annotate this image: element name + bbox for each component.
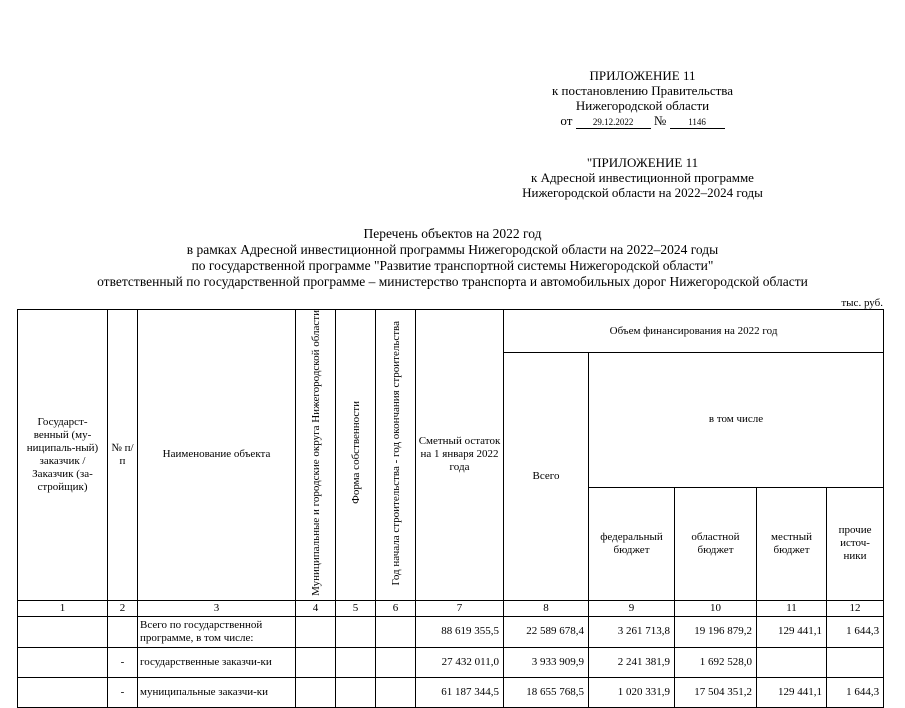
col-number: 3	[138, 600, 296, 616]
header-regional: областной бюджет	[675, 487, 757, 600]
table-row	[18, 677, 884, 707]
col-number: 2	[108, 600, 138, 616]
col-number: 5	[336, 600, 376, 616]
title-line: в рамках Адресной инвестиционной программы Нижегородской области на 2022–2024 годы	[186, 242, 719, 257]
cell-ownership	[336, 616, 376, 647]
header-num: № п/п	[108, 310, 138, 601]
header-ownership-cell	[336, 310, 376, 601]
cell-regional: 1 692 528,0	[675, 647, 757, 677]
header-years: Год начала строительства - год окончания строительства	[389, 320, 402, 586]
program-appendix-line: к Адресной инвестиционной программе	[531, 170, 754, 185]
col-number: 1	[18, 600, 108, 616]
units-label: тыс. руб.	[841, 297, 883, 309]
header-total: Всего	[504, 353, 589, 601]
title-line: ответственный по государственной программе – министерство транспорта и автомобильных дорог Нижегородской области	[97, 274, 808, 289]
col-number: 11	[757, 600, 827, 616]
col-number: 12	[827, 600, 884, 616]
cell-balance: 88 619 355,5	[416, 616, 504, 647]
col-number: 6	[376, 600, 416, 616]
cell-ownership	[336, 677, 376, 707]
col-number: 9	[589, 600, 675, 616]
cell-district	[296, 677, 336, 707]
cell-years	[376, 677, 416, 707]
col-number: 4	[296, 600, 336, 616]
cell-name: Всего по государственной программе, в том числе:	[138, 616, 296, 647]
decree-number: 1146	[670, 117, 725, 129]
cell-local: 129 441,1	[757, 616, 827, 647]
cell-total: 22 589 678,4	[504, 616, 589, 647]
appendix-date-line	[480, 113, 805, 129]
cell-other: 1 644,3	[827, 677, 884, 707]
cell-customer	[18, 677, 108, 707]
header-including: в том числе	[589, 353, 884, 488]
cell-balance: 61 187 344,5	[416, 677, 504, 707]
cell-num: -	[108, 647, 138, 677]
number-sign: №	[653, 113, 667, 128]
cell-local: 129 441,1	[757, 677, 827, 707]
cell-name: муниципальные заказчи-ки	[138, 677, 296, 707]
cell-ownership	[336, 647, 376, 677]
appendix-line: к постановлению Правительства	[551, 83, 734, 98]
objects-table	[17, 309, 884, 708]
col-number: 7	[416, 600, 504, 616]
header-other: прочие источ-ники	[827, 487, 884, 600]
header-funding: Объем финансирования на 2022 год	[504, 310, 884, 353]
document-title	[10, 226, 895, 290]
program-appendix-title: "ПРИЛОЖЕНИЕ 11	[586, 155, 699, 170]
title-line: Перечень объектов на 2022 год	[363, 226, 542, 241]
col-number: 10	[675, 600, 757, 616]
title-line: по государственной программе "Развитие транспортной системы Нижегородской области"	[191, 258, 714, 273]
cell-regional: 19 196 879,2	[675, 616, 757, 647]
header-customer: Государст-венный (му-ниципаль-ный) заказчик / Заказчик (за-стройщик)	[18, 310, 108, 601]
appendix-title: ПРИЛОЖЕНИЕ 11	[589, 68, 696, 83]
table-row	[18, 647, 884, 677]
header-district: Муниципальные и городские округа Нижегородской области	[309, 310, 322, 596]
cell-num	[108, 616, 138, 647]
header-federal: федеральный бюджет	[589, 487, 675, 600]
header-ownership: Форма собственности	[349, 401, 362, 505]
cell-customer	[18, 616, 108, 647]
header-balance: Сметный остаток на 1 января 2022 года	[416, 310, 504, 601]
cell-balance: 27 432 011,0	[416, 647, 504, 677]
table-row-total	[18, 616, 884, 647]
appendix-header	[480, 68, 805, 129]
cell-district	[296, 616, 336, 647]
header-district-cell	[296, 310, 336, 601]
decree-date: 29.12.2022	[576, 117, 651, 129]
cell-total: 3 933 909,9	[504, 647, 589, 677]
cell-customer	[18, 647, 108, 677]
cell-total: 18 655 768,5	[504, 677, 589, 707]
date-prefix: от	[560, 113, 573, 128]
cell-local	[757, 647, 827, 677]
cell-federal: 2 241 381,9	[589, 647, 675, 677]
cell-federal: 3 261 713,8	[589, 616, 675, 647]
cell-district	[296, 647, 336, 677]
cell-years	[376, 647, 416, 677]
cell-federal: 1 020 331,9	[589, 677, 675, 707]
header-years-cell	[376, 310, 416, 601]
cell-name: государственные заказчи-ки	[138, 647, 296, 677]
program-appendix-header	[480, 155, 805, 200]
cell-years	[376, 616, 416, 647]
appendix-line: Нижегородской области	[575, 98, 710, 113]
cell-num: -	[108, 677, 138, 707]
program-appendix-line: Нижегородской области на 2022–2024 годы	[522, 185, 763, 200]
cell-regional: 17 504 351,2	[675, 677, 757, 707]
cell-other	[827, 647, 884, 677]
header-local: местный бюджет	[757, 487, 827, 600]
header-name: Наименование объекта	[138, 310, 296, 601]
cell-other: 1 644,3	[827, 616, 884, 647]
column-numbers-row	[18, 600, 884, 616]
col-number: 8	[504, 600, 589, 616]
